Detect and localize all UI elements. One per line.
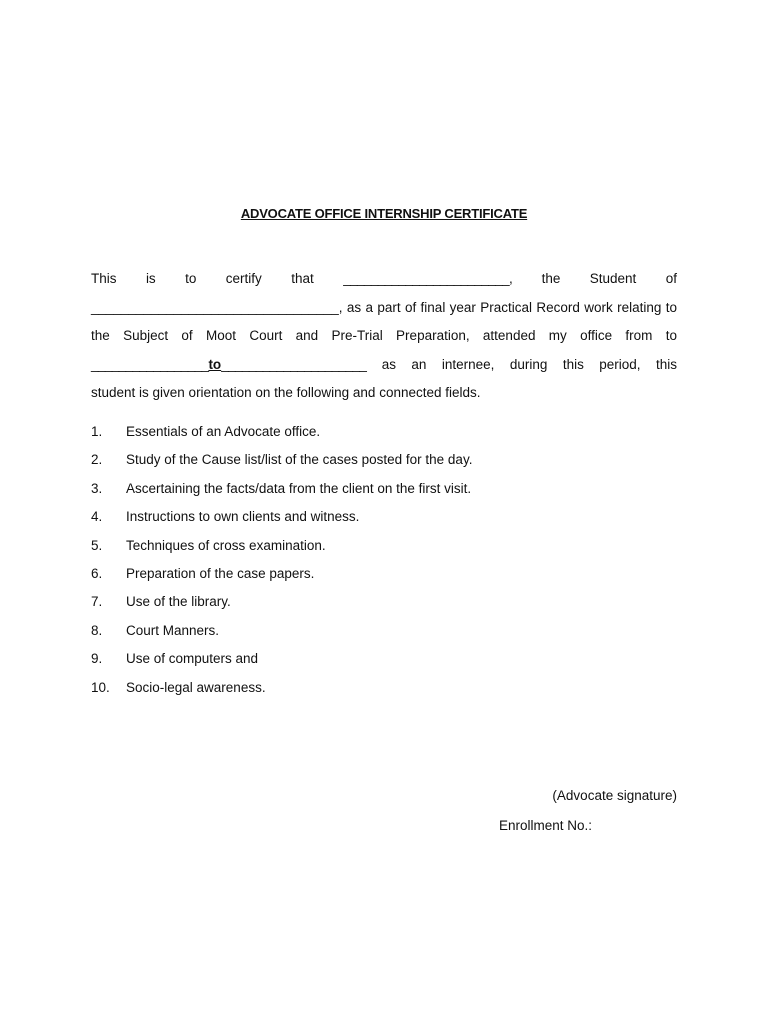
enrollment-number-label: Enrollment No.:	[499, 818, 593, 833]
item-number: 2.	[91, 452, 103, 468]
list-item	[91, 446, 677, 474]
item-number: 1.	[91, 424, 103, 439]
word: the	[541, 271, 561, 286]
paragraph-line-4	[91, 351, 677, 380]
to-date-blank: _____________________	[221, 356, 367, 372]
item-number: 8.	[91, 622, 103, 638]
paragraph-line-1	[91, 265, 677, 294]
word: of	[665, 271, 677, 286]
certificate-paragraph	[91, 265, 677, 408]
word: to	[185, 271, 197, 286]
date-range	[91, 357, 366, 372]
item-text: Preparation of the case papers.	[126, 565, 315, 581]
item-number: 10.	[91, 679, 110, 695]
item-text: Use of the library.	[126, 594, 231, 610]
list-item	[91, 560, 677, 588]
advocate-signature-label: (Advocate signature)	[552, 788, 677, 803]
item-text: Ascertaining the facts/data from the client on the first visit.	[126, 480, 472, 496]
college-line: _________________________________, as a part of final year Practical Record work relating to	[91, 299, 677, 315]
item-number: 4.	[91, 509, 103, 525]
student-name-blank: ________________________,	[343, 271, 513, 286]
to-word: to	[208, 356, 222, 372]
item-text: Court Manners.	[126, 622, 220, 638]
paragraph-line-5	[91, 379, 677, 408]
list-item	[91, 617, 677, 645]
fields-list	[91, 418, 677, 702]
item-text: Use of computers and	[126, 651, 259, 667]
list-item	[91, 532, 677, 560]
list-item	[91, 418, 677, 446]
orientation-line: student is given orientation on the following and connected fields.	[91, 385, 481, 400]
item-number: 9.	[91, 651, 103, 667]
item-text: Essentials of an Advocate office.	[126, 424, 321, 439]
internee-text: as an internee, during this period, this	[381, 356, 677, 372]
paragraph-line-2	[91, 294, 677, 323]
paragraph-line-3	[91, 322, 677, 351]
subject-line: the Subject of Moot Court and Pre-Trial Preparation, attended my office from to	[91, 328, 677, 343]
word: Student	[589, 271, 637, 286]
list-item	[91, 503, 677, 531]
word: certify	[225, 271, 262, 286]
item-number: 7.	[91, 594, 103, 610]
list-item	[91, 674, 677, 702]
list-item	[91, 475, 677, 503]
item-text: Socio-legal awareness.	[126, 679, 266, 695]
word: This	[91, 271, 117, 286]
list-item	[91, 588, 677, 616]
item-number: 6.	[91, 565, 103, 581]
list-item	[91, 645, 677, 673]
item-text: Techniques of cross examination.	[126, 537, 326, 553]
item-number: 3.	[91, 480, 103, 496]
item-text: Study of the Cause list/list of the cases posted for the day.	[126, 452, 473, 468]
word: that	[291, 271, 314, 286]
item-text: Instructions to own clients and witness.	[126, 509, 360, 525]
word: is	[145, 271, 156, 286]
item-number: 5.	[91, 537, 103, 553]
document-title: ADVOCATE OFFICE INTERNSHIP CERTIFICATE	[240, 206, 528, 221]
from-date-blank: _________________	[91, 356, 209, 372]
